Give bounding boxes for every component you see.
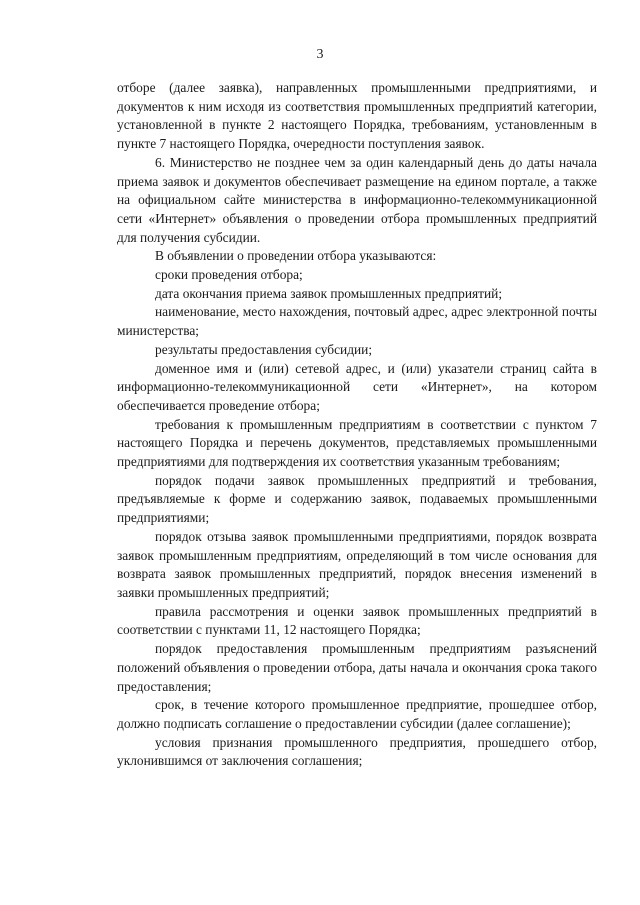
paragraph-item-6: 6. Министерство не позднее чем за один календарный день до даты начала приема заявок и документов обеспечивает размещение на едином портале, а также на официальном сайте министерства в информационно-телекоммуникационной сети «Интернет» объявления о проведении отбора промышленных предприятий для получения субсидии.	[117, 154, 597, 245]
list-item: порядок подачи заявок промышленных предприятий и требования, предъявляемые к форме и содержанию заявок, подаваемых промышленными предприятиями;	[117, 472, 597, 526]
paragraph-announcement-intro: В объявлении о проведении отбора указываются:	[155, 248, 437, 264]
list-item: условия признания промышленного предприятия, прошедшего отбор, уклонившимся от заключения соглашения;	[117, 734, 597, 769]
document-body	[117, 79, 597, 771]
list-item: порядок предоставления промышленным предприятиям разъяснений положений объявления о проведении отбора, даты начала и окончания срока такого предоставления;	[117, 641, 597, 694]
page-number: 3	[316, 47, 324, 62]
list-item: требования к промышленным предприятиям в соответствии с пунктом 7 настоящего Порядка и перечень документов, представляемых промышленными предприятиями для подтверждения их соответствия указанным требованиям;	[117, 416, 597, 470]
list-item: правила рассмотрения и оценки заявок промышленных предприятий в соответствии с пунктами 11, 12 настоящего Порядка;	[117, 603, 597, 638]
list-item: доменное имя и (или) сетевой адрес, и (или) указатели страниц сайта в информационно-телекоммуникационной сети «Интернет», на котором обеспечивается проведение отбора;	[117, 360, 597, 413]
list-item: дата окончания приема заявок промышленных предприятий;	[155, 285, 503, 301]
list-item: наименование, место нахождения, почтовый адрес, адрес электронной почты министерства;	[117, 304, 597, 339]
list-item: результаты предоставления субсидии;	[155, 341, 373, 357]
list-item: порядок отзыва заявок промышленными предприятиями, порядок возврата заявок промышленным предприятиям, определяющий в том числе основания для возврата заявок промышленных предприятий, порядок внесения изменений в заявки промышленных предприятий;	[117, 528, 597, 600]
list-item: сроки проведения отбора;	[155, 267, 303, 283]
paragraph-continuation: отборе (далее заявка), направленных промышленными предприятиями, и документов к ним исходя из соответствия промышленных предприятий категории, установленной в пункте 2 настоящего Порядка, требованиям, установленным в пункте 7 настоящего Порядка, очередности поступления заявок.	[117, 80, 597, 152]
list-item: срок, в течение которого промышленное предприятие, прошедшее отбор, должно подписать соглашение о предоставлении субсидии (далее соглашение);	[117, 697, 597, 731]
